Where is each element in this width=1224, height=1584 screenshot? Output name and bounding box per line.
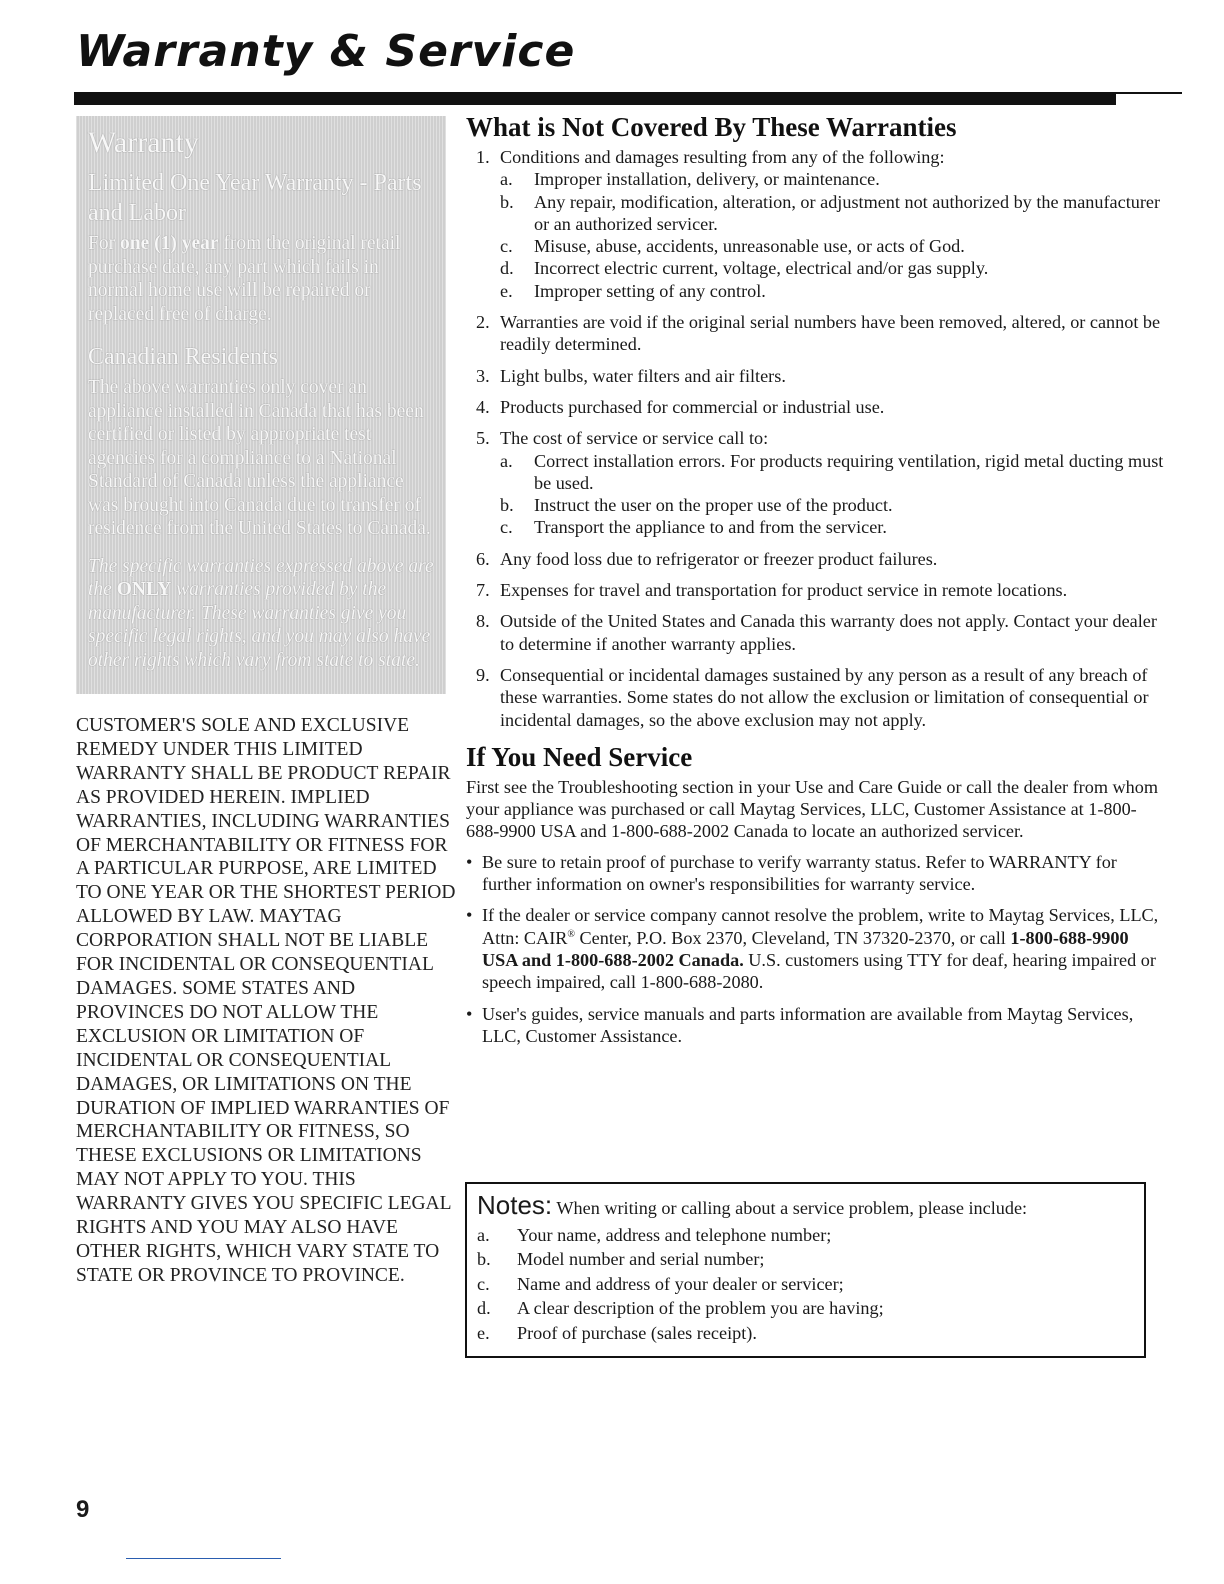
limited-text-post: from the original retail purchase date, any part which fails in normal home use will be repaired or replaced free of charge. (88, 233, 401, 325)
sub-item (500, 280, 1166, 302)
sub-list (500, 168, 1166, 302)
list-item (466, 579, 1166, 601)
limited-warranty-text (88, 232, 434, 326)
sub-text: Improper installation, delivery, or maintenance. (534, 169, 880, 190)
sub-letter: a. (500, 450, 513, 471)
bullet-text: User's guides, service manuals and parts information are available from Maytag Services, LLC, Customer Assistance. (482, 1003, 1134, 1046)
list-item (466, 146, 1166, 302)
note-letter: e. (477, 1322, 490, 1343)
list-item (477, 1321, 1144, 1345)
bullet-dot: • (466, 851, 473, 872)
item-text: Products purchased for commercial or industrial use. (500, 396, 885, 417)
sub-list (500, 450, 1166, 539)
note-text: Proof of purchase (sales receipt). (517, 1322, 757, 1343)
note-letter: c. (477, 1273, 490, 1294)
limited-text-pre: For (88, 233, 120, 254)
bullet-dot: • (466, 1003, 473, 1024)
list-item (466, 365, 1166, 387)
item-number: 8. (476, 611, 490, 632)
notes-label: Notes: (477, 1190, 553, 1220)
service-bullets (466, 851, 1166, 1047)
note-text: Model number and serial number; (517, 1249, 765, 1270)
not-covered-list (466, 146, 1166, 731)
list-item (466, 1003, 1166, 1048)
list-item (466, 548, 1166, 570)
title-rule (74, 92, 1116, 105)
not-covered-heading: What is Not Covered By These Warranties (466, 112, 957, 142)
item-number: 2. (476, 312, 490, 333)
item-number: 6. (476, 548, 490, 569)
specific-warranties-text (88, 555, 434, 673)
canadian-residents-text: The above warranties only cover an appliance installed in Canada that has been certified or listed by appropriate test agencies for a compliance to a National Standard of Canada unless the appliance was brought into Canada due to transfer of residence from the United States to Canada. (88, 377, 431, 539)
list-item (466, 904, 1166, 993)
item-number: 4. (476, 396, 490, 417)
note-text: Your name, address and telephone number; (517, 1225, 832, 1245)
canadian-residents-heading: Canadian Residents (88, 344, 278, 370)
notes-intro: When writing or calling about a service problem, please include: (552, 1198, 1028, 1218)
item-text: Any food loss due to refrigerator or freezer product failures. (500, 548, 938, 569)
item-text: Outside of the United States and Canada this warranty does not apply. Contact your dealer to determine if another warranty applies. (500, 611, 1157, 654)
phone-numbers: 1-800-688-9900 USA and 1-800-688-2002 Canada. (482, 927, 1129, 970)
bullet-text-pre: If the dealer or service company cannot resolve the problem, write to Maytag Services, LLC, Attn: CAIR (482, 905, 1159, 948)
sub-text: Incorrect electric current, voltage, electrical and/or gas supply. (534, 258, 989, 279)
sub-text: Instruct the user on the proper use of the product. (534, 495, 893, 516)
sub-letter: b. (500, 191, 514, 212)
sub-letter: d. (500, 258, 514, 279)
note-letter: d. (477, 1298, 491, 1319)
item-text: Light bulbs, water filters and air filters. (500, 365, 786, 386)
sub-letter: a. (500, 169, 513, 190)
limited-text-bold: one (1) year (119, 233, 219, 254)
note-letter: b. (477, 1249, 491, 1270)
item-number: 1. (476, 147, 490, 167)
notes-list (477, 1223, 1144, 1345)
sub-text: Improper setting of any control. (534, 280, 766, 301)
list-item (466, 610, 1166, 655)
warranty-box (76, 116, 446, 694)
item-number: 5. (476, 428, 490, 449)
list-item (466, 664, 1166, 731)
item-text: Expenses for travel and transportation for product service in remote locations. (500, 580, 1068, 601)
page-number: 9 (76, 1496, 90, 1523)
title-rule-extension (1116, 92, 1182, 94)
sub-text: Correct installation errors. For products requiring ventilation, rigid metal ducting must be used. (534, 450, 1164, 493)
item-text: Consequential or incidental damages sustained by any person as a result of any breach of these warranties. Some states do not allow the exclusion or limitation of consequential or incidental damages, so the above exclusion may not apply. (500, 664, 1149, 730)
sub-text: Misuse, abuse, accidents, unreasonable use, or acts of God. (534, 236, 965, 257)
exclusive-remedy-text: CUSTOMER'S SOLE AND EXCLUSIVE REMEDY UNDER THIS LIMITED WARRANTY SHALL BE PRODUCT REPAIR AS PROVIDED HEREIN. IMPLIED WARRANTIES, INCLUDING WARRANTIES OF MERCHANTABILITY OR FITNESS FOR A PARTICULAR PURPOSE, ARE LIMITED TO ONE YEAR OR THE SHORTEST PERIOD ALLOWED BY LAW. MAYTAG CORPORATION SHALL NOT BE LIABLE FOR INCIDENTAL OR CONSEQUENTIAL DAMAGES. SOME STATES AND PROVINCES DO NOT ALLOW THE EXCLUSION OR LIMITATION OF INCIDENTAL OR CONSEQUENTIAL DAMAGES, OR LIMITATIONS ON THE DURATION OF IMPLIED WARRANTIES OF MERCHANTABILITY OR FITNESS, SO THESE EXCLUSIONS OR LIMITATIONS MAY NOT APPLY TO YOU. THIS WARRANTY GIVES YOU SPECIFIC LEGAL RIGHTS AND YOU MAY ALSO HAVE OTHER RIGHTS, WHICH VARY STATE TO STATE OR PROVINCE TO PROVINCE. (76, 715, 456, 1286)
list-item (477, 1272, 1144, 1296)
sub-text: Transport the appliance to and from the servicer. (534, 517, 887, 538)
sub-item (500, 168, 1166, 190)
registered-mark: ® (567, 928, 575, 940)
item-text: The cost of service or service call to: (500, 428, 769, 449)
sub-letter: e. (500, 280, 513, 301)
list-item (466, 427, 1166, 538)
specific-text-pre: The specific warranties expressed above are the (88, 555, 434, 600)
sub-item (500, 235, 1166, 257)
note-text: A clear description of the problem you are having; (517, 1298, 884, 1319)
need-service-heading: If You Need Service (466, 741, 693, 772)
sub-item (500, 494, 1166, 516)
list-item (466, 311, 1166, 356)
service-intro: First see the Troubleshooting section in your Use and Care Guide or call the dealer from whom your appliance was purchased or call Maytag Services, LLC, Customer Assistance at 1-800-688-9900 USA and 1-800-688-2002 Canada to locate an authorized servicer. (466, 776, 1158, 842)
list-item (477, 1296, 1144, 1320)
list-item (466, 396, 1166, 418)
bullet-dot: • (466, 905, 473, 926)
notes-box (465, 1182, 1146, 1358)
list-item (477, 1247, 1144, 1271)
note-letter: a. (477, 1225, 490, 1245)
right-column (466, 110, 1166, 1056)
specific-text-bold: ONLY (116, 579, 172, 600)
item-number: 3. (476, 365, 490, 386)
note-text: Name and address of your dealer or servicer; (517, 1273, 844, 1294)
sub-letter: b. (500, 495, 514, 516)
item-number: 7. (476, 580, 490, 601)
bullet-text: Be sure to retain proof of purchase to verify warranty status. Refer to WARRANTY for further information on owner's responsibilities for warranty service. (482, 851, 1117, 895)
limited-warranty-heading: Limited One Year Warranty - Parts and Labor (88, 170, 422, 226)
notes-header (477, 1190, 1144, 1223)
sub-letter: c. (500, 517, 513, 538)
item-text: Conditions and damages resulting from any of the following: (500, 147, 945, 167)
specific-text-post: warranties provided by the manufacturer. These warranties give you specific legal rights, and you may also have other rights which vary from state to state. (88, 579, 431, 671)
item-number: 9. (476, 664, 490, 685)
sub-item (500, 450, 1166, 495)
sub-item (500, 516, 1166, 538)
sub-item (500, 257, 1166, 279)
bullet-text-post: U.S. customers using TTY for deaf, hearing impaired or speech impaired, call 1-800-688-2080. (482, 949, 1156, 993)
sub-item (500, 191, 1166, 236)
page-title: Warranty & Service (76, 26, 576, 77)
sub-text: Any repair, modification, alteration, or adjustment not authorized by the manufacturer or an authorized servicer. (534, 191, 1161, 234)
list-item (466, 851, 1166, 896)
list-item (477, 1223, 1144, 1247)
item-text: Warranties are void if the original serial numbers have been removed, altered, or cannot be readily determined. (500, 312, 1161, 355)
sub-letter: c. (500, 236, 513, 257)
bullet-text-mid: Center, P.O. Box 2370, Cleveland, TN 37320-2370, or call (575, 927, 1011, 948)
warranty-heading: Warranty (88, 126, 199, 159)
footer-rule (126, 1558, 281, 1559)
